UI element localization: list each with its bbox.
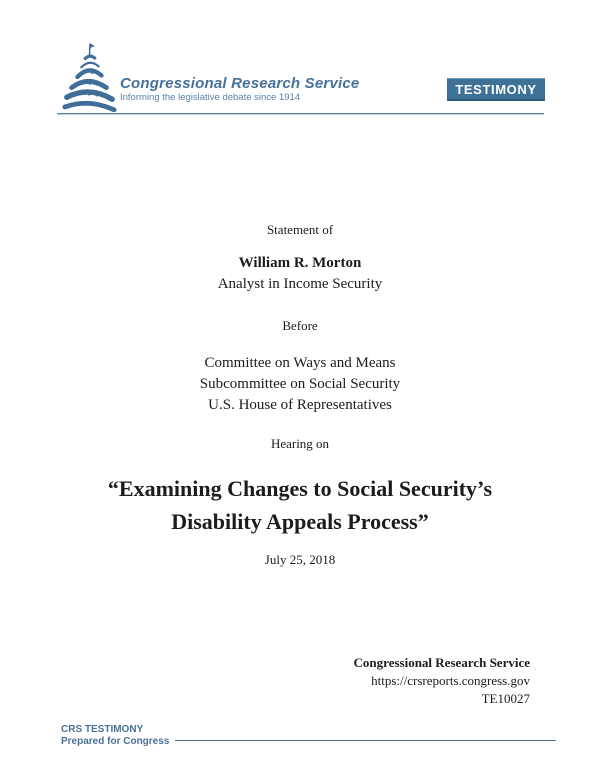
document-id: TE10027 — [481, 691, 530, 706]
footer-tagline: Prepared for Congress — [61, 736, 170, 747]
hearing-title-line-1: “Examining Changes to Social Security’s — [107, 476, 493, 501]
hearing-title-line-2: Disability Appeals Process” — [171, 509, 429, 534]
chamber-line: U.S. House of Representatives — [208, 397, 392, 413]
subcommittee-line: Subcommittee on Social Security — [199, 376, 401, 392]
author-title: Analyst in Income Security — [217, 276, 383, 292]
crs-logo-text — [120, 75, 359, 112]
footer-brand: CRS TESTIMONY — [61, 724, 144, 735]
crs-logo-tagline: Informing the legislative debate since 1914 — [120, 92, 301, 103]
testimony-badge: TESTIMONY — [447, 78, 545, 101]
footer-divider — [175, 740, 556, 741]
before-label: Before — [282, 318, 318, 333]
header-divider — [57, 113, 544, 115]
page-header — [60, 42, 545, 112]
crs-logo — [60, 42, 545, 112]
committee-line: Committee on Ways and Means — [204, 355, 396, 371]
hearing-on-label: Hearing on — [270, 436, 330, 451]
statement-of-label: Statement of — [266, 222, 334, 237]
publisher-url-link[interactable]: https://crsreports.congress.gov — [371, 673, 530, 688]
publisher-name: Congressional Research Service — [353, 655, 530, 670]
capitol-dome-icon — [60, 42, 118, 112]
author-block — [0, 253, 600, 295]
page-footer — [61, 724, 556, 748]
committee-block — [0, 353, 600, 416]
crs-logo-name: Congressional Research Service — [120, 75, 360, 92]
author-name: William R. Morton — [238, 255, 362, 271]
hearing-date: July 25, 2018 — [264, 552, 336, 567]
hearing-title — [0, 472, 600, 538]
publisher-block — [354, 654, 530, 708]
